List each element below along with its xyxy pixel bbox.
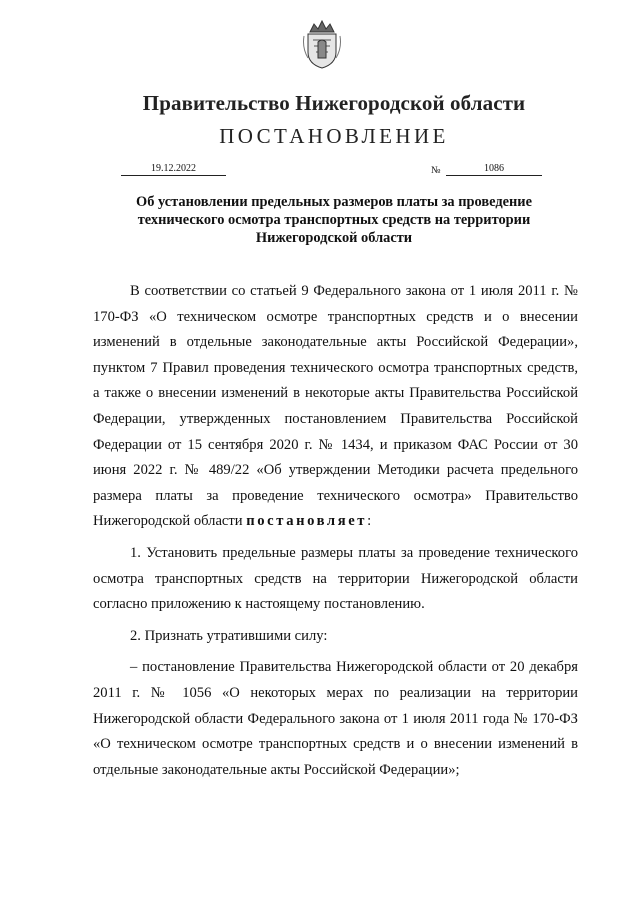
document-type: ПОСТАНОВЛЕНИЕ (219, 124, 449, 148)
preamble-paragraph (93, 279, 578, 535)
title-line: Нижегородской области (255, 230, 413, 246)
organization-name: Правительство Нижегородской области (142, 91, 526, 115)
document-date: 19.12.2022 (121, 162, 226, 176)
preamble-text: В соответствии со статьей 9 Федерального закона от 1 июля 2011 г. № 170-ФЗ «О техническом осмотре транспортных средств и о внесении изменений в отдельные законодательные акты Российской Федерации», пунктом 7 Правил проведения технического осмотра транспортных средств, а также о внесении изменений в некоторые акты Правительства Российской Федерации, утвержденных постановлением Правительства Российской Федерации от 15 сентября 2020 г. № 1434, и приказом ФАС России от 30 июня 2022 г. № 489/22 «Об утверждении Методики расчета предельного размера платы за проведение технического осмотра» Правительство Нижегородской области (93, 283, 578, 530)
resolves-word: постановляет (246, 513, 368, 530)
number-label: № (431, 165, 441, 176)
list-item-paragraph: – постановление Правительства Нижегородской области от 20 декабря 2011 г. № 1056 «О некоторых мерах по реализации на территории Нижегородской области Федерального закона от 1 июля 2011 года № 170-ФЗ «О техническом осмотре транспортных средств и о внесении изменений в отдельные законодательные акты Российской Федерации»; (93, 659, 578, 778)
coat-of-arms-icon (302, 18, 342, 70)
document-title (110, 193, 558, 247)
title-line: технического осмотра транспортных средств на территории (137, 212, 531, 228)
preamble-colon: : (367, 513, 372, 530)
clause-paragraph: 2. Признать утратившими силу: (130, 627, 328, 644)
document-number: 1086 (446, 162, 542, 176)
title-line: Об установлении предельных размеров платы за проведение (136, 194, 532, 210)
document-body (93, 279, 578, 789)
clause-paragraph: 1. Установить предельные размеры платы за проведение технического осмотра транспортных средств на территории Нижегородской области согласно приложению к настоящему постановлению. (93, 544, 578, 613)
